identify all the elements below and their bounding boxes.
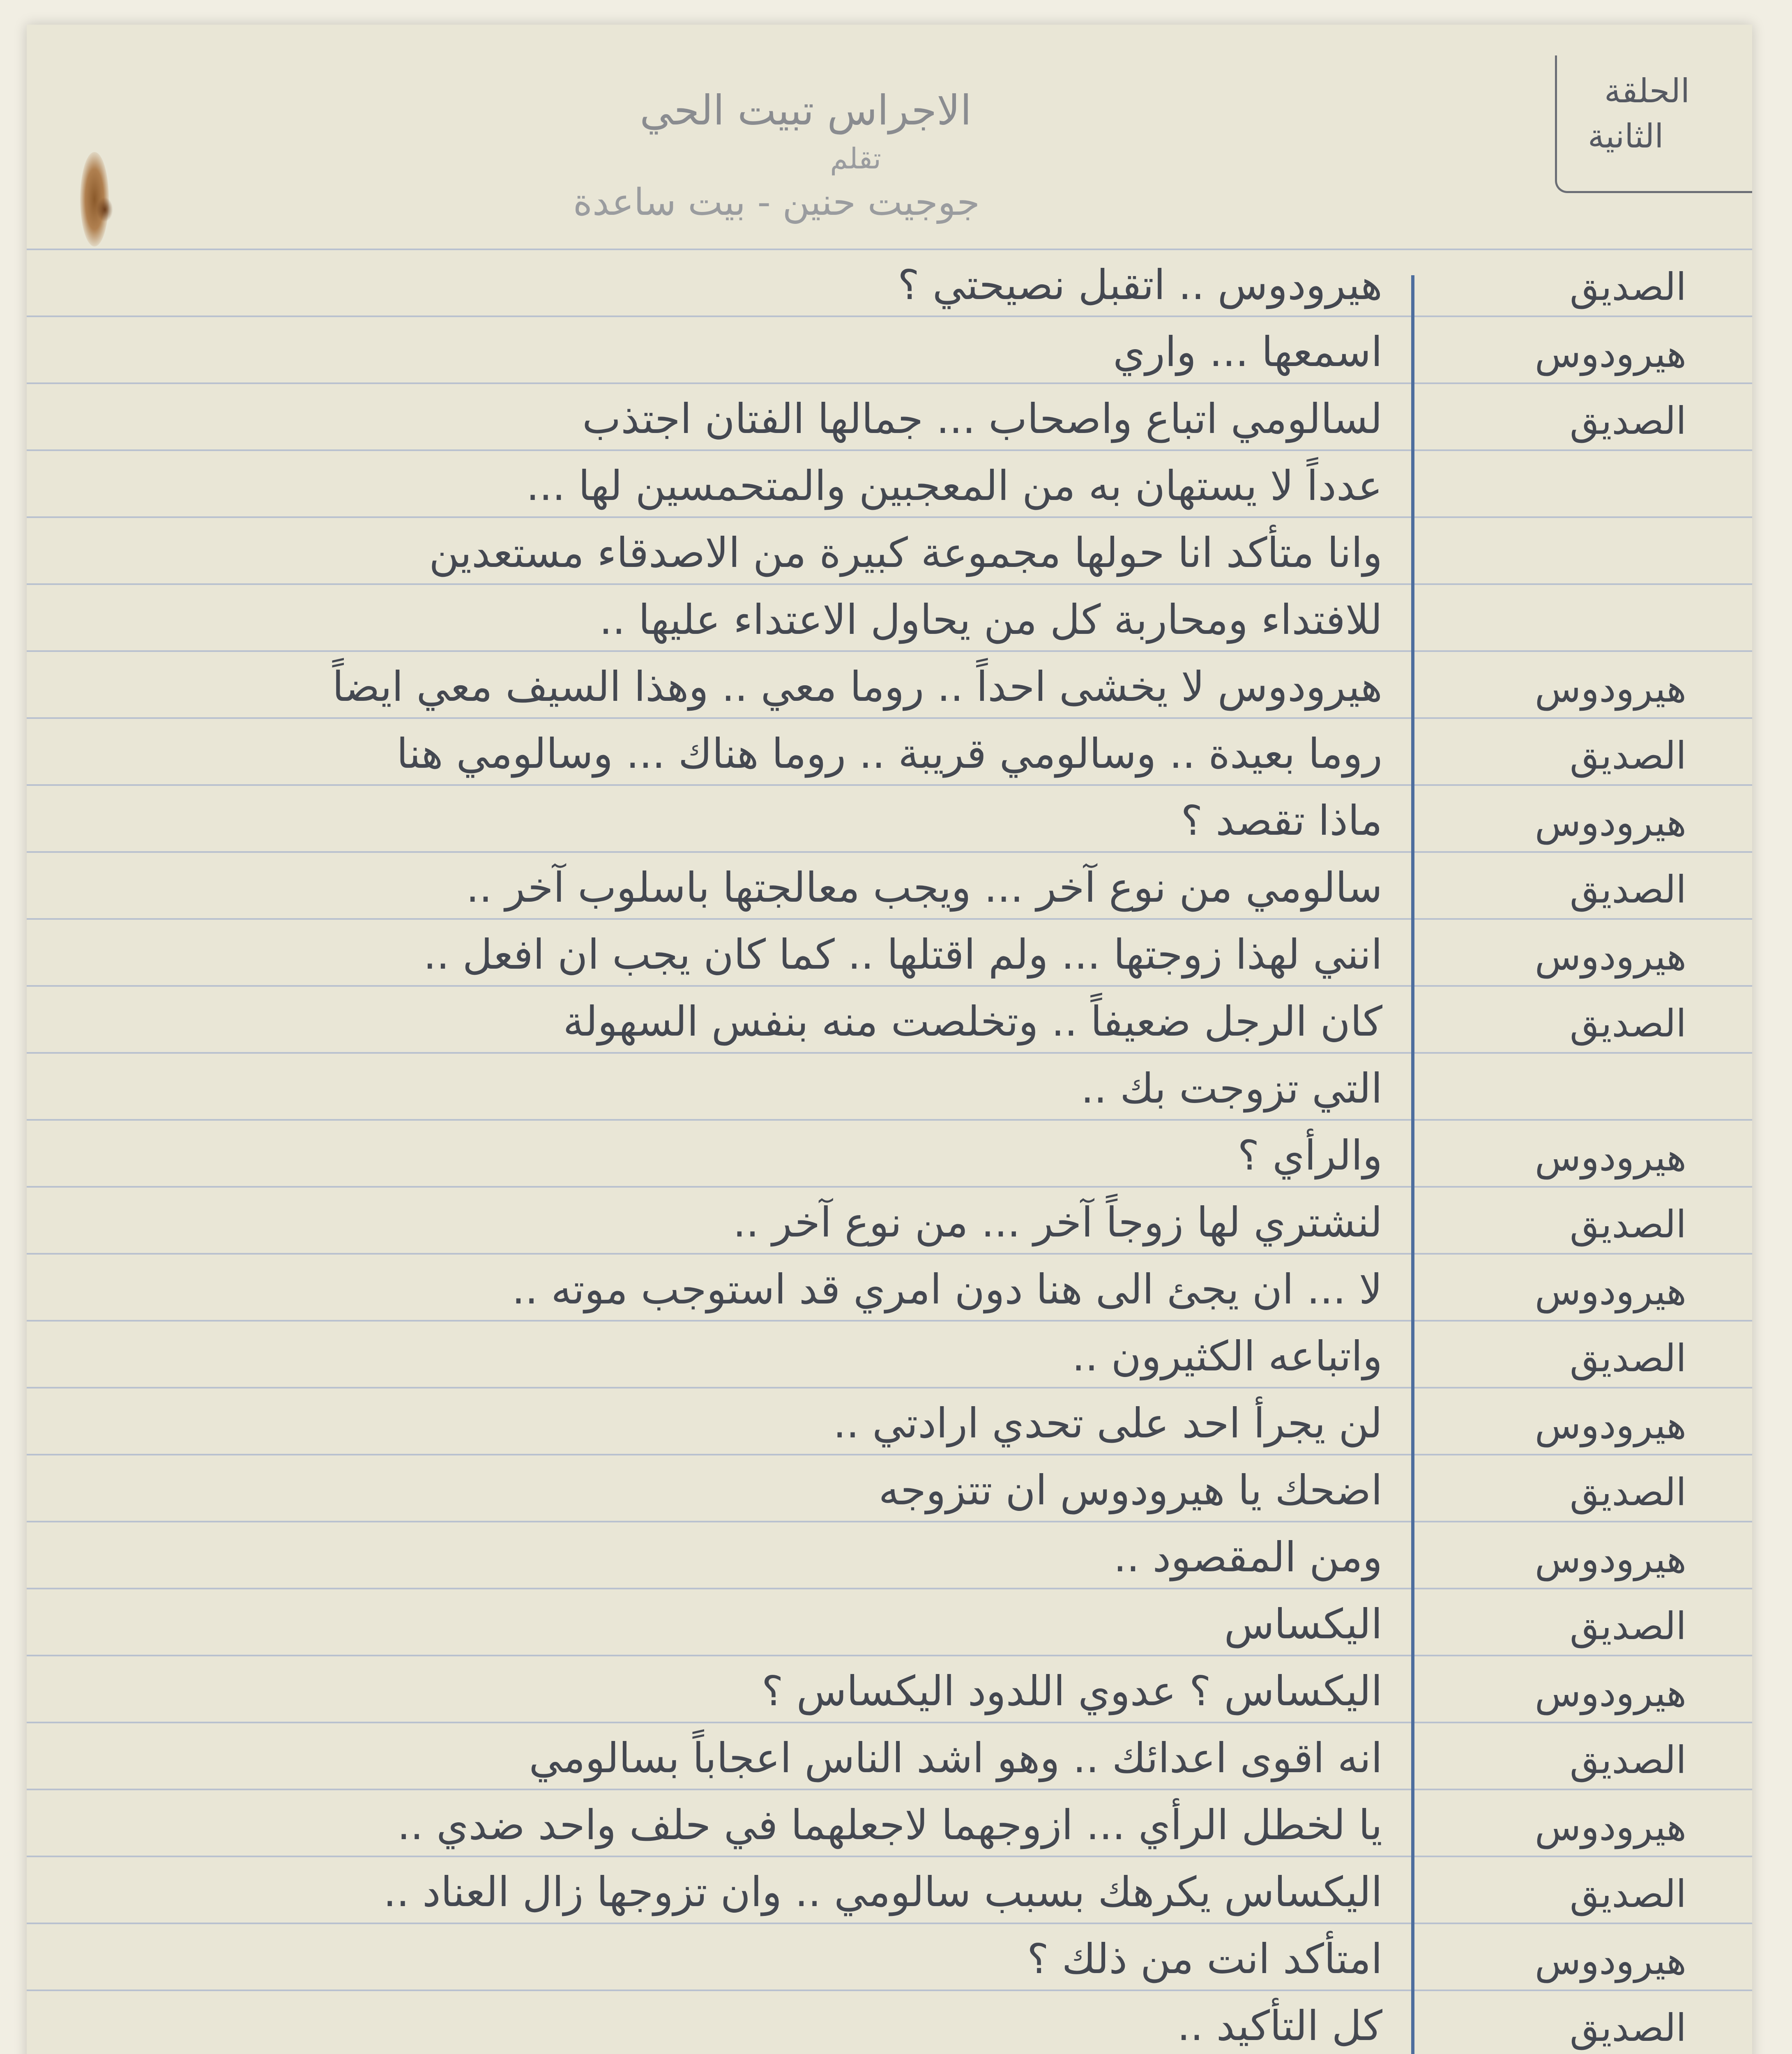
dialogue-line: انني لهذا زوجتها ... ولم اقتلها .. كما كان يجب ان افعل ..	[423, 930, 1382, 979]
speaker-name: الصديق	[1570, 1872, 1686, 1916]
speaker-name: هيرودوس	[1534, 1805, 1686, 1849]
manuscript-page	[27, 25, 1752, 2054]
dialogue-line: هيرودوس لا يخشى احداً .. روما معي .. وهذا السيف معي ايضاً	[332, 663, 1382, 711]
dialogue-line: التي تزوجت بك ..	[1080, 1064, 1382, 1112]
dialogue-line: وانا متأكد انا حولها مجموعة كبيرة من الاصدقاء مستعدين	[429, 529, 1382, 577]
dialogue-line: سالومي من نوع آخر ... ويجب معالجتها باسلوب آخر ..	[466, 864, 1382, 912]
dialogue-line: اليكساس	[1224, 1600, 1382, 1648]
speaker-name: هيرودوس	[1534, 801, 1686, 845]
dialogue-line: اسمعها ... واري	[1113, 328, 1382, 376]
ruled-line	[27, 1722, 1752, 1723]
speaker-name: الصديق	[1570, 1002, 1686, 1045]
speaker-name: هيرودوس	[1534, 667, 1686, 711]
dialogue-line: كل التأكيد ..	[1177, 2002, 1382, 2050]
dialogue-line: لن يجرأ احد على تحدي ارادتي ..	[833, 1399, 1382, 1447]
dialogue-line: لسالومي اتباع واصحاب ... جمالها الفتان اجتذب	[582, 395, 1382, 443]
speaker-name: هيرودوس	[1534, 1269, 1686, 1313]
speaker-name: الصديق	[1570, 1604, 1686, 1648]
ruled-line	[27, 1454, 1752, 1455]
dialogue-line: لنشتري لها زوجاً آخر ... من نوع آخر ..	[732, 1198, 1382, 1246]
speaker-name: الصديق	[1570, 399, 1686, 443]
dialogue-line: اضحك يا هيرودوس ان تتزوجه	[878, 1466, 1382, 1514]
ruled-line	[27, 784, 1752, 786]
dialogue-line: اليكساس ؟ عدوي اللدود اليكساس ؟	[761, 1667, 1382, 1715]
ruled-line	[27, 851, 1752, 853]
ruled-line	[27, 449, 1752, 451]
speaker-name: الصديق	[1570, 1202, 1686, 1246]
episode-line2: الثانية	[1588, 117, 1664, 155]
ruled-line	[27, 516, 1752, 518]
speaker-name: هيرودوس	[1534, 935, 1686, 979]
dialogue-line: يا لخطل الرأي ... ازوجهما لاجعلهما في حلف واحد ضدي ..	[397, 1801, 1382, 1849]
ruled-line	[27, 583, 1752, 585]
dialogue-line: روما بعيدة .. وسالومي قريبة .. روما هناك ... وسالومي هنا	[396, 730, 1382, 778]
speaker-name: الصديق	[1570, 265, 1686, 309]
ruled-line	[27, 650, 1752, 652]
ruled-line	[27, 1655, 1752, 1656]
speaker-name: هيرودوس	[1534, 332, 1686, 376]
page-title: الاجراس تبيت الحي	[640, 86, 972, 134]
dialogue-line: هيرودوس .. اتقبل نصيحتي ؟	[898, 261, 1382, 309]
ruled-line	[27, 249, 1752, 250]
speaker-name: هيرودوس	[1534, 1671, 1686, 1715]
ruled-line	[27, 1387, 1752, 1389]
episode-line1: الحلقة	[1604, 72, 1690, 110]
ruled-line	[27, 1521, 1752, 1522]
dialogue-line: كان الرجل ضعيفاً .. وتخلصت منه بنفس السهولة	[563, 997, 1382, 1045]
ruled-line	[27, 1320, 1752, 1322]
ruled-line	[27, 1253, 1752, 1255]
ruled-line	[27, 382, 1752, 384]
ruled-line	[27, 315, 1752, 317]
speaker-name: هيرودوس	[1534, 1403, 1686, 1447]
speaker-name: الصديق	[1570, 1470, 1686, 1514]
speaker-name: الصديق	[1570, 734, 1686, 778]
ruled-line	[27, 717, 1752, 719]
speaker-name: هيرودوس	[1534, 1135, 1686, 1179]
dialogue-line: امتأكد انت من ذلك ؟	[1027, 1935, 1382, 1983]
ruled-line	[27, 1856, 1752, 1857]
ruled-line	[27, 1186, 1752, 1188]
margin-line	[1411, 275, 1414, 2054]
ruled-line	[27, 1052, 1752, 1054]
authors: جوجيت حنين - بيت ساعدة	[573, 181, 980, 224]
ruled-line	[27, 1119, 1752, 1121]
ruled-line	[27, 1789, 1752, 1790]
ruled-line	[27, 1923, 1752, 1924]
dialogue-line: لا ... ان يجئ الى هنا دون امري قد استوجب موته ..	[512, 1265, 1382, 1313]
ruled-line	[27, 985, 1752, 987]
speaker-name: الصديق	[1570, 2006, 1686, 2050]
speaker-name: هيرودوس	[1534, 1939, 1686, 1983]
byline-label: تقلم	[830, 142, 881, 175]
ruled-line	[27, 918, 1752, 920]
speaker-name: الصديق	[1570, 1738, 1686, 1782]
dialogue-line: عدداً لا يستهان به من المعجبين والمتحمسين لها ...	[526, 462, 1382, 510]
speaker-name: الصديق	[1570, 1336, 1686, 1380]
dialogue-line: انه اقوى اعدائك .. وهو اشد الناس اعجاباً بسالومي	[529, 1734, 1382, 1782]
ink-stain-dark	[97, 197, 113, 222]
dialogue-line: ومن المقصود ..	[1113, 1533, 1382, 1581]
speaker-name: هيرودوس	[1534, 1537, 1686, 1581]
dialogue-line: ماذا تقصد ؟	[1181, 797, 1382, 845]
ruled-line	[27, 1588, 1752, 1589]
speaker-name: الصديق	[1570, 868, 1686, 912]
dialogue-line: واتباعه الكثيرون ..	[1072, 1332, 1382, 1380]
dialogue-line: والرأي ؟	[1237, 1131, 1382, 1179]
dialogue-line: اليكساس يكرهك بسبب سالومي .. وان تزوجها زال العناد ..	[383, 1868, 1382, 1916]
dialogue-line: للافتداء ومحاربة كل من يحاول الاعتداء عليها ..	[599, 596, 1382, 644]
ruled-line	[27, 1990, 1752, 1991]
